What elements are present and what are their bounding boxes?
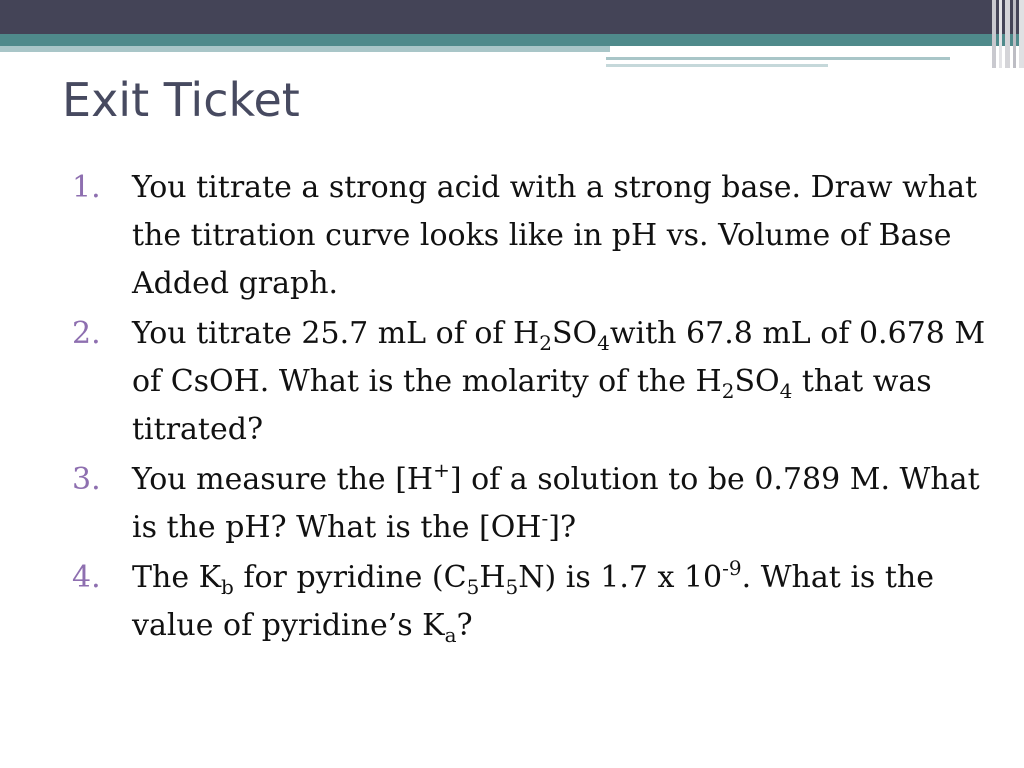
header-band-dark <box>0 0 1024 34</box>
question-text-segment: for pyridine (C <box>233 560 467 595</box>
question-text-segment: SO <box>551 316 598 351</box>
superscript: -9 <box>722 556 742 580</box>
subscript: 2 <box>539 331 552 355</box>
header-accent-line <box>606 57 950 60</box>
question-number: 1. <box>72 170 101 205</box>
question-text-segment: H <box>479 560 506 595</box>
header-vertical-stripe <box>1019 0 1024 68</box>
question-text <box>132 456 988 552</box>
question-text-segment: ] of a solution to be 0.789 M. What is the pH? What is the [OH <box>132 462 980 545</box>
question-number: 4. <box>72 560 101 595</box>
slide-title: Exit Ticket <box>62 73 300 127</box>
subscript: 4 <box>779 379 793 403</box>
header-vertical-stripe <box>1005 0 1010 68</box>
question-text-segment: ? <box>456 608 473 643</box>
question-text-segment: You titrate 25.7 mL of of H <box>132 316 540 351</box>
question-text <box>132 310 988 454</box>
subscript: 5 <box>466 575 480 599</box>
question-text-segment: You measure the [H <box>132 462 434 497</box>
question-text-segment: N) is 1.7 x 10 <box>518 560 723 595</box>
subscript: 5 <box>505 575 519 599</box>
header-accent-line <box>606 64 828 67</box>
header-band-light <box>0 46 610 52</box>
question-list <box>0 164 1024 652</box>
question-text-segment: that was titrated? <box>132 364 932 447</box>
header-vertical-stripe <box>1013 0 1016 68</box>
question-item <box>0 554 1024 650</box>
header-vertical-stripe <box>992 0 996 68</box>
superscript: + <box>433 458 450 482</box>
subscript: a <box>444 623 457 647</box>
header-band-teal <box>0 34 1024 46</box>
question-number: 3. <box>72 462 101 497</box>
subscript: 2 <box>721 379 735 403</box>
question-text-segment: with 67.8 mL of 0.678 M of CsOH. What is the molarity of the H <box>132 316 986 399</box>
subscript: 4 <box>597 331 610 355</box>
question-text-segment: SO <box>734 364 780 399</box>
question-text-segment: You titrate a strong acid with a strong base. Draw what the titration curve looks like in pH vs. Volume of Base Added graph. <box>132 170 978 301</box>
question-text-segment: . What is the value of pyridine’s K <box>132 560 934 643</box>
question-item <box>0 456 1024 552</box>
question-text <box>132 554 988 650</box>
question-number: 2. <box>72 316 101 351</box>
subscript: b <box>221 575 234 599</box>
question-item <box>0 310 1024 454</box>
header-vertical-stripe <box>999 0 1002 68</box>
question-item <box>0 164 1024 308</box>
superscript: - <box>541 506 549 530</box>
question-text-segment: The K <box>132 560 222 595</box>
question-text-segment: ]? <box>548 510 577 545</box>
question-text <box>132 164 988 308</box>
